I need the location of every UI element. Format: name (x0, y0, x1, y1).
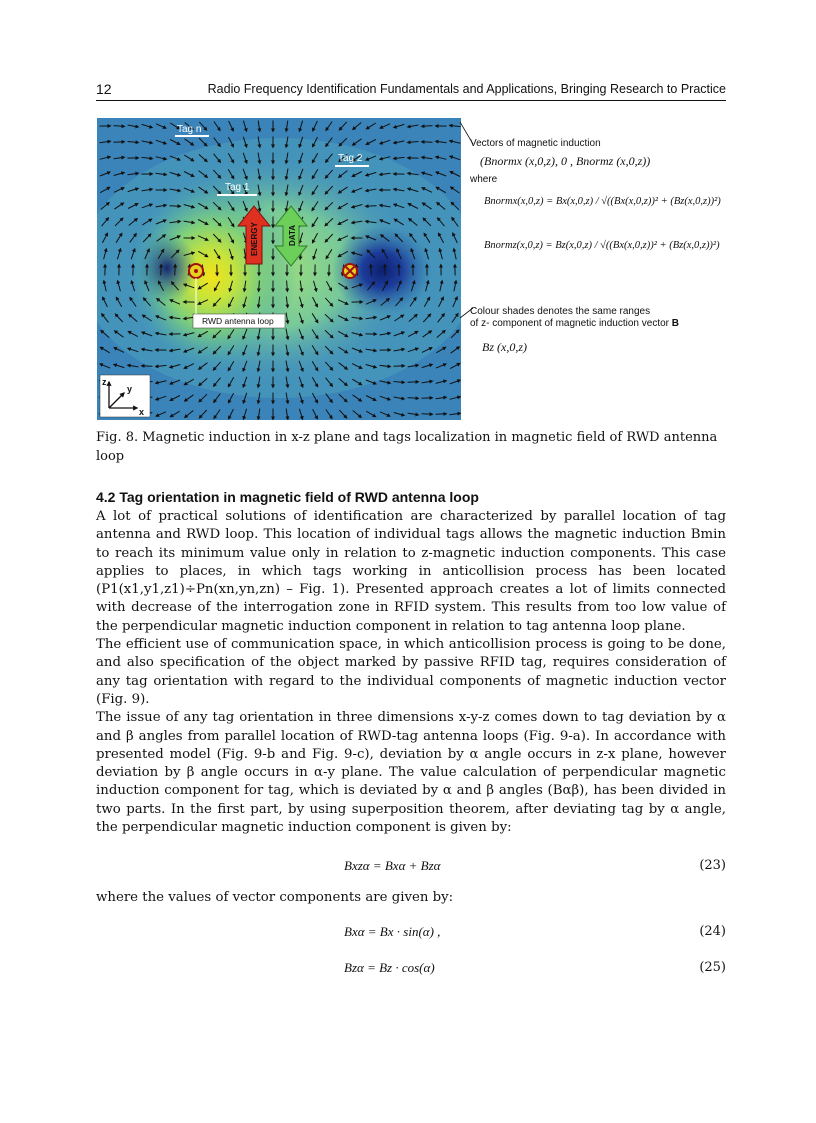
field-plot (97, 118, 461, 420)
equation-expression: Bzα = Bz · cos(α) (344, 960, 435, 975)
axis-y-label: y (127, 384, 133, 394)
section-heading: 4.2 Tag orientation in magnetic field of RWD antenna loop (96, 489, 479, 505)
equation-number: (24) (699, 924, 726, 939)
field-vector-arrow (175, 265, 176, 276)
bnormz-equation: Bnormz(x,0,z) = Bz(x,0,z) / √((Bx(x,0,z))² + (Bz(x,0,z))²) (484, 240, 720, 251)
book-title: Radio Frequency Identification Fundamentals and Applications, Bringing Research to Practice (207, 82, 726, 96)
callout-lines (455, 120, 475, 320)
equation-expression: Bxzα = Bxα + Bzα (344, 858, 441, 873)
data-label: DATA (288, 224, 297, 246)
equation-number: (25) (699, 960, 726, 975)
running-head (96, 79, 726, 101)
energy-label: ENERGY (250, 222, 259, 256)
field-vector-arrow (422, 414, 433, 415)
field-vector-arrow (366, 206, 377, 207)
field-vector-arrow (371, 265, 372, 276)
field-vector-arrow (170, 206, 181, 207)
axis-z-label: z (102, 377, 107, 387)
tag-n-label: Tag n (177, 124, 202, 135)
where-label: where (470, 174, 498, 185)
bz-expression: Bz (x,0,z) (482, 340, 527, 354)
equation-25 (96, 960, 726, 980)
colour-note-line-1: Colour shades denotes the same ranges (470, 306, 651, 317)
antenna-loop-label: RWD antenna loop (202, 316, 274, 326)
tag-2-label: Tag 2 (338, 153, 363, 164)
vectors-expression: (Bnormx (x,0,z), 0 , Bnormz (x,0,z)) (480, 154, 651, 168)
equation-24 (96, 924, 726, 944)
vectors-title: Vectors of magnetic induction (470, 138, 601, 149)
page-number: 12 (96, 81, 112, 97)
magnetic-field-figure (97, 118, 461, 420)
paragraph: A lot of practical solutions of identification are characterized by parallel location of tag antenna and RWD loop. This location of individual tags allows the magnetic induction Bmin to reach its minimum value only in relation to z-magnetic induction components. This case applies to places, in which tags working in anticollision process has been located (P1(x1,y1,z1)÷Pn(xn,yn,zn) – Fig. 1). Presented approach creates a lot of limits connected with decrease of the interrogation zone in RFID system. This results from too low value of the perpendicular magnetic induction component in relation to tag antenna loop plane. (96, 509, 726, 634)
equation-23 (96, 858, 726, 878)
tag-1-label: Tag 1 (225, 182, 250, 193)
axis-x-label: x (139, 407, 145, 417)
where-text: where the values of vector components are given by: (96, 890, 454, 905)
colour-note-line-2 (470, 318, 679, 329)
bnormx-equation: Bnormx(x,0,z) = Bx(x,0,z) / √((Bx(x,0,z))² + (Bz(x,0,z))²) (484, 196, 721, 207)
equation-expression: Bxα = Bx · sin(α) , (344, 924, 441, 939)
body-text (96, 508, 726, 837)
figure-caption: Fig. 8. Magnetic induction in x-z plane and tags localization in magnetic field of RWD antenna loop (96, 430, 718, 464)
equation-number: (23) (699, 858, 726, 873)
paragraph: The issue of any tag orientation in three dimensions x-y-z comes down to tag deviation by α and β angles from parallel location of RWD-tag antenna loops (Fig. 9-a). In accordance with presented model (Fig. 9-b and Fig. 9-c), deviation by α angle occurs in z-x plane, however deviation by β angle occurs in α-y plane. The value calculation of perpendicular magnetic induction component for tag, which is deviated by α and β angles (Bαβ), has been divided in two parts. In the first part, by using superposition theorem, after deviating tag by α angle, the perpendicular magnetic induction component is given by: (96, 710, 726, 836)
colour-note-text: of z- component of magnetic induction vector (470, 318, 669, 329)
colour-note-bold: B (671, 318, 680, 329)
paragraph: The efficient use of communication space, in which anticollision process is going to be done, and also specification of the object marked by passive RFID tag, requires consideration of any tag orientation with regard to the individual components of magnetic induction vector (Fig. 9). (96, 637, 726, 707)
